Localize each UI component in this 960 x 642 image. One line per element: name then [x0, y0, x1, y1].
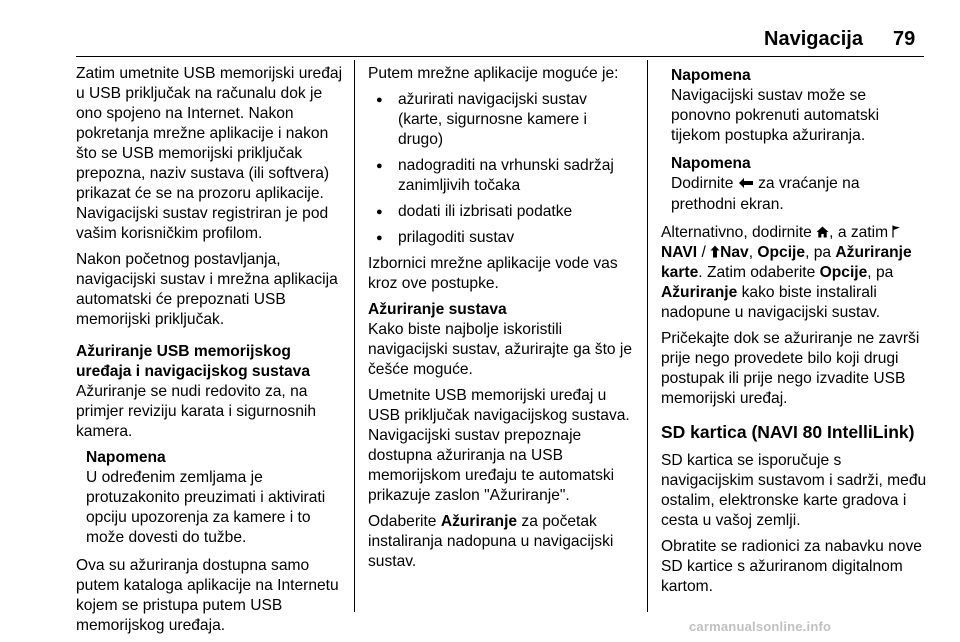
- list-item: ● nadograditi na vrhunski sadržaj zanimljivih točaka: [368, 156, 634, 196]
- page-header: [0, 0, 960, 56]
- note-title: Napomena: [86, 449, 166, 466]
- note-text: U određenim zemljama je protuzakonito preuzimati i aktivirati opciju upozorenja za kamere i to može dovesti do tužbe.: [86, 469, 326, 546]
- note-text: Navigacijski sustav može se ponovno pokrenuti automatski tijekom postupka ažuriranja.: [671, 87, 880, 144]
- column-2: [368, 64, 634, 578]
- paragraph: SD kartica se isporučuje s navigacijskim sustavom i sadrži, među ostalim, elektronske karte gradova i cesta u vašoj zemlji.: [661, 452, 927, 529]
- paragraph: Ažuriranje se nudi redovito za, na primjer reviziju karata i sigurnosnih kamera.: [76, 383, 317, 440]
- bullet-list: [368, 90, 634, 248]
- watermark: carmanualsonline.info: [689, 619, 832, 634]
- paragraph: Zatim umetnite USB memorijski uređaj u USB priključak na računalu dok je ono spojeno na Internet. Nakon pokretanja mrežne aplikacije i nakon što se USB memorijski priključak prepozna, naziv sustava (ili softvera) prikazat će se na prozoru aplikacije. Navigacijski sustav registriran je pod vašim korisničkim profilom.: [76, 65, 343, 242]
- home-icon: [816, 224, 829, 241]
- text: Dodirnite: [671, 175, 738, 192]
- text: Alternativno, dodirnite: [661, 224, 817, 241]
- column-divider-1: [354, 60, 355, 612]
- back-arrow-icon: [738, 177, 754, 192]
- text: ,: [748, 244, 758, 261]
- page-number: 79: [893, 28, 916, 50]
- note-title: Napomena: [671, 67, 751, 84]
- header-rule: [76, 56, 924, 57]
- paragraph: Pričekajte dok se ažuriranje ne završi prije nego provedete bilo koji drugi postupak ili prije nego izvadite USB memorijski uređaj.: [661, 330, 920, 407]
- paragraph: Nakon početnog postavljanja, navigacijski sustav i mrežna aplikacija automatski će prepoznati USB memorijski priključak.: [76, 251, 338, 328]
- text: kako biste instalirali nadopune u navigacijski sustav.: [661, 284, 881, 321]
- text: /: [697, 244, 711, 261]
- menu-label: Ažuriranje: [661, 284, 738, 301]
- note-box: [671, 154, 928, 215]
- paragraph: Putem mrežne aplikacije moguće je:: [368, 65, 619, 82]
- paragraph: Ova su ažuriranja dostupna samo putem kataloga aplikacije na Internetu kojem se pristupa putem USB memorijskog uređaja.: [76, 557, 339, 634]
- menu-label: Nav: [720, 244, 749, 261]
- note-title: Napomena: [671, 155, 751, 172]
- menu-label: Ažuriranje karte: [661, 244, 912, 281]
- option-label: Ažuriranje: [440, 513, 518, 530]
- list-item: ● prilagoditi sustav: [368, 228, 634, 248]
- column-3: [661, 64, 928, 603]
- section-title: SD kartica (NAVI 80 IntelliLink): [661, 422, 915, 442]
- paragraph: Kako biste najbolje iskoristili navigacijski sustav, ažurirajte ga što je češće moguće.: [368, 321, 633, 378]
- note-box: [86, 448, 350, 548]
- list-item: ● dodati ili izbrisati podatke: [368, 202, 634, 222]
- column-1: [76, 64, 350, 642]
- section-heading-block: [76, 342, 350, 442]
- paragraph: Obratite se radionici za nabavku nove SD kartice s ažuriranom digitalnom kartom.: [661, 538, 922, 595]
- paragraph: Izbornici mrežne aplikacije vode vas kroz ove postupke.: [368, 255, 618, 292]
- text: , a zatim: [829, 224, 893, 241]
- paragraph: [368, 512, 634, 572]
- note-box: [671, 66, 928, 146]
- paragraph: [661, 223, 928, 323]
- text: za vraćanje na prethodni ekran.: [671, 175, 860, 213]
- menu-label: NAVI: [661, 244, 698, 261]
- paragraph: Umetnite USB memorijski uređaj u USB priključak navigacijskog sustava. Navigacijski sustav prepoznaje dostupna ažuriranja na USB memorijskom uređaju te automatski prikazuje zaslon "Ažuriranje".: [368, 387, 630, 504]
- menu-label: Opcije: [757, 244, 806, 261]
- text: Odaberite: [368, 513, 441, 530]
- text: za početak instaliranja nadopuna u navigacijski sustav.: [368, 513, 614, 570]
- section-heading: Ažuriranje USB memorijskog uređaja i navigacijskog sustava: [76, 343, 311, 380]
- text: , pa: [805, 244, 836, 261]
- section-heading: Ažuriranje sustava: [368, 301, 507, 318]
- text: . Zatim odaberite: [698, 264, 820, 281]
- page-title: Navigacija: [764, 28, 863, 50]
- column-divider-2: [647, 60, 648, 612]
- flag-icon: [892, 224, 901, 241]
- note-text: [671, 174, 928, 215]
- list-item: ● ažurirati navigacijski sustav (karte, sigurnosne kamere i drugo): [368, 90, 634, 150]
- text: , pa: [867, 264, 894, 281]
- menu-label: Opcije: [819, 264, 868, 281]
- up-arrow-icon: [710, 244, 720, 261]
